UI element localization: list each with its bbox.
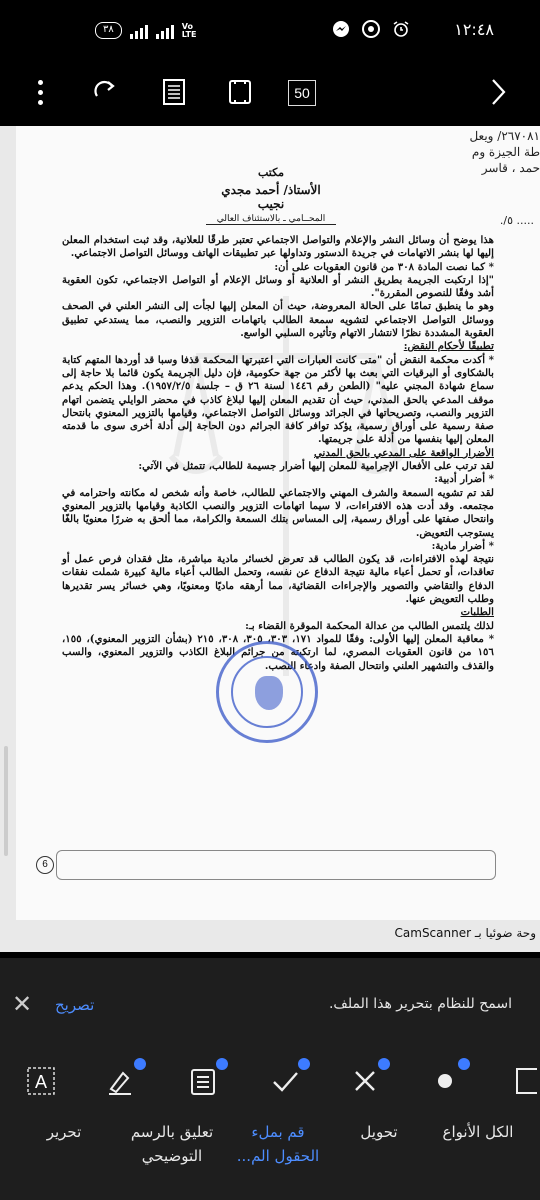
form-tool-icon[interactable] [186, 1064, 220, 1098]
single-page-icon[interactable] [222, 74, 258, 110]
status-time: ١٢:٤٨ [454, 20, 494, 39]
redo-icon[interactable] [88, 74, 124, 110]
prev-page-line: طة الجيزة وم [471, 145, 540, 159]
paragraph: لقد ترتب على الأفعال الإجرامية للمعلن إليها أضرار جسيمة للطالب، تتمثل في الآتي: [138, 460, 494, 473]
eagle-icon [255, 676, 283, 710]
tool-label-comment-drawing[interactable]: تعليق بالرسم التوضيحي [130, 1123, 214, 1165]
dot-tool-icon[interactable] [428, 1064, 462, 1098]
tools-icon-row [0, 1058, 540, 1102]
badge-icon [458, 1058, 470, 1070]
tool-label-all-types[interactable]: الكل الأنواع [442, 1123, 514, 1141]
tool-labels-row [0, 1120, 540, 1184]
document-body [62, 234, 494, 673]
tool-label-fill-forms[interactable]: قم بملء الحقول الم... [236, 1123, 320, 1165]
messenger-icon [332, 20, 350, 38]
chrome-icon [362, 20, 380, 38]
svg-text:A: A [34, 1072, 48, 1092]
paragraph: لقد تم تشويه السمعة والشرف المهني والاجتماعي للطالب، خاصة وأنه شخص له مكانته واحترامه في مجتمعه. وقد أدت هذه الافتراءات، لا سيما اتهامات التزوير والنصب الكاذبة وقيامها بالتزوير المعنوي وانتحال صفتها على أوراق رسمية، إلى المساس بتلك السمعة والكرامة، مما ألحق به ضررًا معنويًا بالغًا يستوجب التعويض. [62, 486, 494, 539]
signature-tool-icon[interactable] [104, 1064, 138, 1098]
status-left-group [95, 22, 200, 39]
document-page [16, 126, 540, 920]
page-count-button[interactable]: 50 [288, 80, 316, 106]
prev-page-line: ٢٦٧٠٨١/ ويعل [469, 129, 540, 143]
paragraph: * أضرار أدبية: [434, 473, 494, 486]
badge-icon [134, 1058, 146, 1070]
previous-page-fragment [440, 126, 540, 206]
badge-icon [298, 1058, 310, 1070]
section-heading: تطبيقًا لأحكام النقض: [403, 340, 494, 353]
tool-label-edit[interactable]: تحرير [46, 1123, 82, 1141]
letterhead-title: المحــامي ـ بالاستئناف العالي [206, 214, 336, 225]
rectangle-tool-icon[interactable] [506, 1064, 540, 1098]
section-heading: الأضرار الواقعة على المدعي بالحق المدني [314, 446, 494, 459]
letterhead-office: مكتب [257, 166, 285, 179]
paragraph: "إذا ارتكبت الجريمة بطريق النشر أو العلانية أو وسائل الإعلام أو التواصل الاجتماعي، تكون العقوبة أشد وفقًا للنصوص المقررة". [62, 273, 494, 300]
prev-page-line: حمد ، قاسر [481, 161, 540, 175]
paragraph: نتيجة لهذه الافتراءات، قد يكون الطالب قد تعرض لخسائر مادية مباشرة، مثل فقدان فرص عمل أو تعاقدات، أو تحمل أعباء مالية نتيجة الدفاع عن نفسه، وتحمل الطالب أعباء مالية كبيرة شملت نفقات الدفاع والتقاضي والتصوير والإجراءات القضائية، مما أرهقه ماديًا ومعنويًا، وهي خسائر يسر تقديرها وطلب التعويض عنها. [62, 553, 494, 606]
badge-icon [378, 1058, 390, 1070]
viewer-toolbar [0, 62, 540, 124]
status-icons [332, 20, 410, 38]
paragraph: * معاقبة المعلن إليها الأولى: وفقًا للمواد ١٧١، ٣٠٣، ٣٠٥، ٣٠٨، ٢١٥ (بشأن التزوير المعنوي)، ١٥٥، ١٥٦ من قانون العقوبات المصري، لما ارتكبته من جرائم البلاغ الكاذب والتزوير المعنوي، والسب والقذف والتشهير العلني وانتحال الصفة وادعاء النصب. [62, 632, 495, 672]
page-number: 6 [36, 856, 54, 874]
paragraph: لذلك يلتمس الطالب من عدالة المحكمة الموقرة القضاء بـ: [245, 619, 494, 632]
checkmark-icon[interactable] [268, 1064, 302, 1098]
document-viewport[interactable] [0, 126, 540, 952]
letterhead [206, 166, 336, 225]
badge-icon [216, 1058, 228, 1070]
section-heading: الطلبات [460, 606, 494, 619]
side-note: ..... ٥/. [499, 214, 534, 227]
banner-message: اسمح للنظام بتحرير هذا الملف. [328, 996, 512, 1012]
signal-icon [130, 23, 148, 39]
tool-label-convert[interactable]: تحويل [360, 1123, 398, 1141]
close-icon[interactable]: ✕ [11, 990, 33, 1018]
paragraph: * أضرار مادية: [431, 539, 494, 552]
paragraph: وهو ما ينطبق تمامًا على الحالة المعروضة، حيث أن المعلن إليها لجأت إلى النشر العلني في الصحف ووسائل التواصل الاجتماعي لتشويه سمعة الطالب باتهامات التزوير والنصب، مما يستدعي تطبيق العقوبة المشددة نظرًا لانتشار الاتهام وتأثيره السلبي الواسع. [62, 300, 494, 340]
permission-banner [0, 984, 540, 1046]
battery-indicator: ٣٨ [95, 22, 122, 39]
scanner-footer: وحة ضوئيا بـ CamScanner [394, 926, 536, 940]
bottom-panel [0, 958, 540, 1200]
page-footer-bracket [56, 850, 496, 880]
official-stamp [216, 641, 318, 743]
paragraph: هذا يوضح أن وسائل النشر والإعلام والتواصل الاجتماعي تعتبر طرقًا للعلانية، وقد ثبت استخدام المعلن إليها لها بنشر الاتهامات في جريدة الدستور وتداولها عبر تطبيقات الهاتف ووسائل التواصل الاجتماعي. [62, 234, 494, 260]
chevron-right-icon[interactable] [480, 74, 516, 110]
letterhead-lawyer: الأستاذ/ أحمد مجدي نجيب [221, 183, 321, 211]
allow-link[interactable]: تصريح [55, 996, 95, 1014]
volte-icon: Vo LTE [181, 21, 197, 39]
status-bar [0, 0, 540, 62]
text-box-tool-icon[interactable] [24, 1064, 58, 1098]
scrollbar[interactable] [4, 746, 8, 856]
more-vert-icon[interactable] [22, 74, 58, 110]
cross-mark-icon[interactable] [348, 1064, 382, 1098]
paragraph: * كما نصت المادة ٣٠٨ من قانون العقوبات على أن: [274, 260, 494, 273]
reader-mode-icon[interactable] [156, 74, 192, 110]
alarm-icon [392, 20, 410, 38]
paragraph: * أكدت محكمة النقض أن "متى كانت العبارات التي اعتبرتها المحكمة قذفا وسبا قد أوردها المتهم كتابة بالشكاوى أو البرقيات التي بعث بها لأكثر من جهة حكومية، فإن دليل الجريمة يكون قائما بلا حاجة إلى سماع شهادة المجني عليه" (الطعن رقم ١٤٤٦ لسنة ٢٦ ق – جلسة ١٩٥٧/٢/٥). وهذا الحكم يدعم موقف المدعي بالحق المدني، حيث أن تقديم المعلن إليها لبلاغ كاذب في محضر الوايلي يتضمن اتهام التزوير والنصب، وتصريحاتها في الجرائد ووسائل التواصل الاجتماعي، وقيامها بالتزوير المعنوي بانتحال صفة رسمية على أوراق رسمية، يؤكد توافر كافة الجرائم دون الحاجة إلى أدلة أخرى سوى ما قدمته المعلن إليها بنفسها من أدلة على جريمتها. [62, 353, 494, 446]
signal-icon-2 [156, 23, 174, 39]
